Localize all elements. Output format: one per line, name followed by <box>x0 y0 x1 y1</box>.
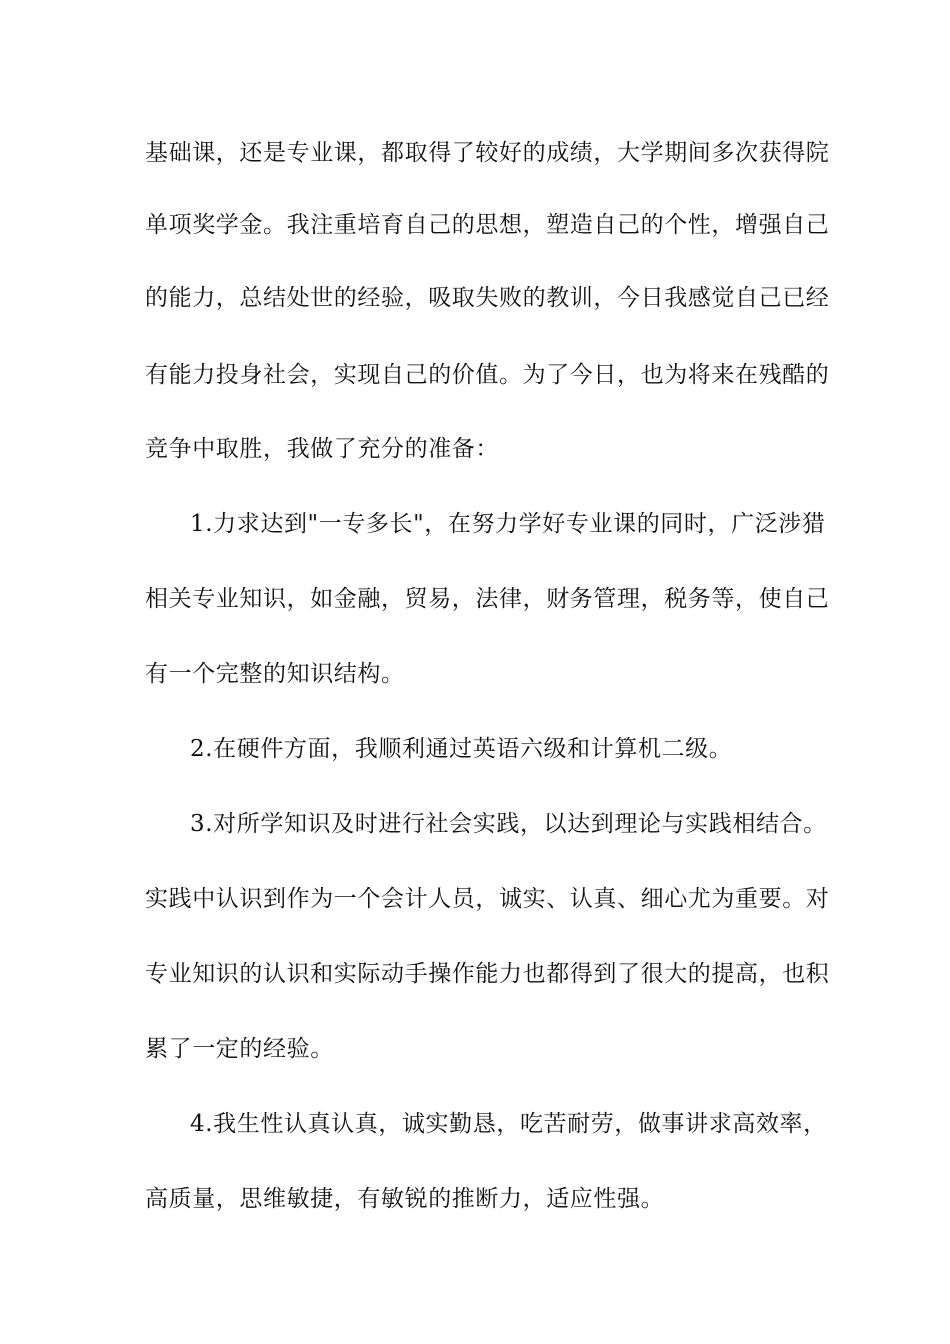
text-line: 竞争中取胜，我做了充分的准备： <box>145 436 499 462</box>
text-line: 累了一定的经验。 <box>145 1036 334 1062</box>
text-line: 基础课，还是专业课，都取得了较好的成绩，大学期间多次获得院 <box>145 140 830 166</box>
text-line: 有能力投身社会，实现自己的价值。为了今日，也为将来在残酷的 <box>145 362 830 388</box>
text-line: 专业知识的认识和实际动手操作能力也都得到了很大的提高，也积 <box>145 961 830 987</box>
text-line: 高质量，思维敏捷，有敏锐的推断力，适应性强。 <box>145 1186 665 1212</box>
list-item-2: 2.在硬件方面，我顺利通过英语六级和计算机二级。 <box>190 736 733 762</box>
list-item-3-start: 3.对所学知识及时进行社会实践，以达到理论与实践相结合。 <box>190 811 827 837</box>
text-line: 有一个完整的知识结构。 <box>145 661 405 687</box>
text-line: 实践中认识到作为一个会计人员，诚实、认真、细心尤为重要。对 <box>145 886 830 912</box>
list-item-1-start: 1.力求达到"一专多长"，在努力学好专业课的同时，广泛涉猎 <box>190 511 826 537</box>
text-line: 相关专业知识，如金融，贸易，法律，财务管理，税务等，使自己 <box>145 586 830 612</box>
text-line: 的能力，总结处世的经验，吸取失败的教训，今日我感觉自己已经 <box>145 285 830 311</box>
text-line: 单项奖学金。我注重培育自己的思想，塑造自己的个性，增强自己 <box>145 212 830 238</box>
list-item-4-start: 4.我生性认真认真，诚实勤恳，吃苦耐劳，做事讲求高效率， <box>190 1111 827 1137</box>
